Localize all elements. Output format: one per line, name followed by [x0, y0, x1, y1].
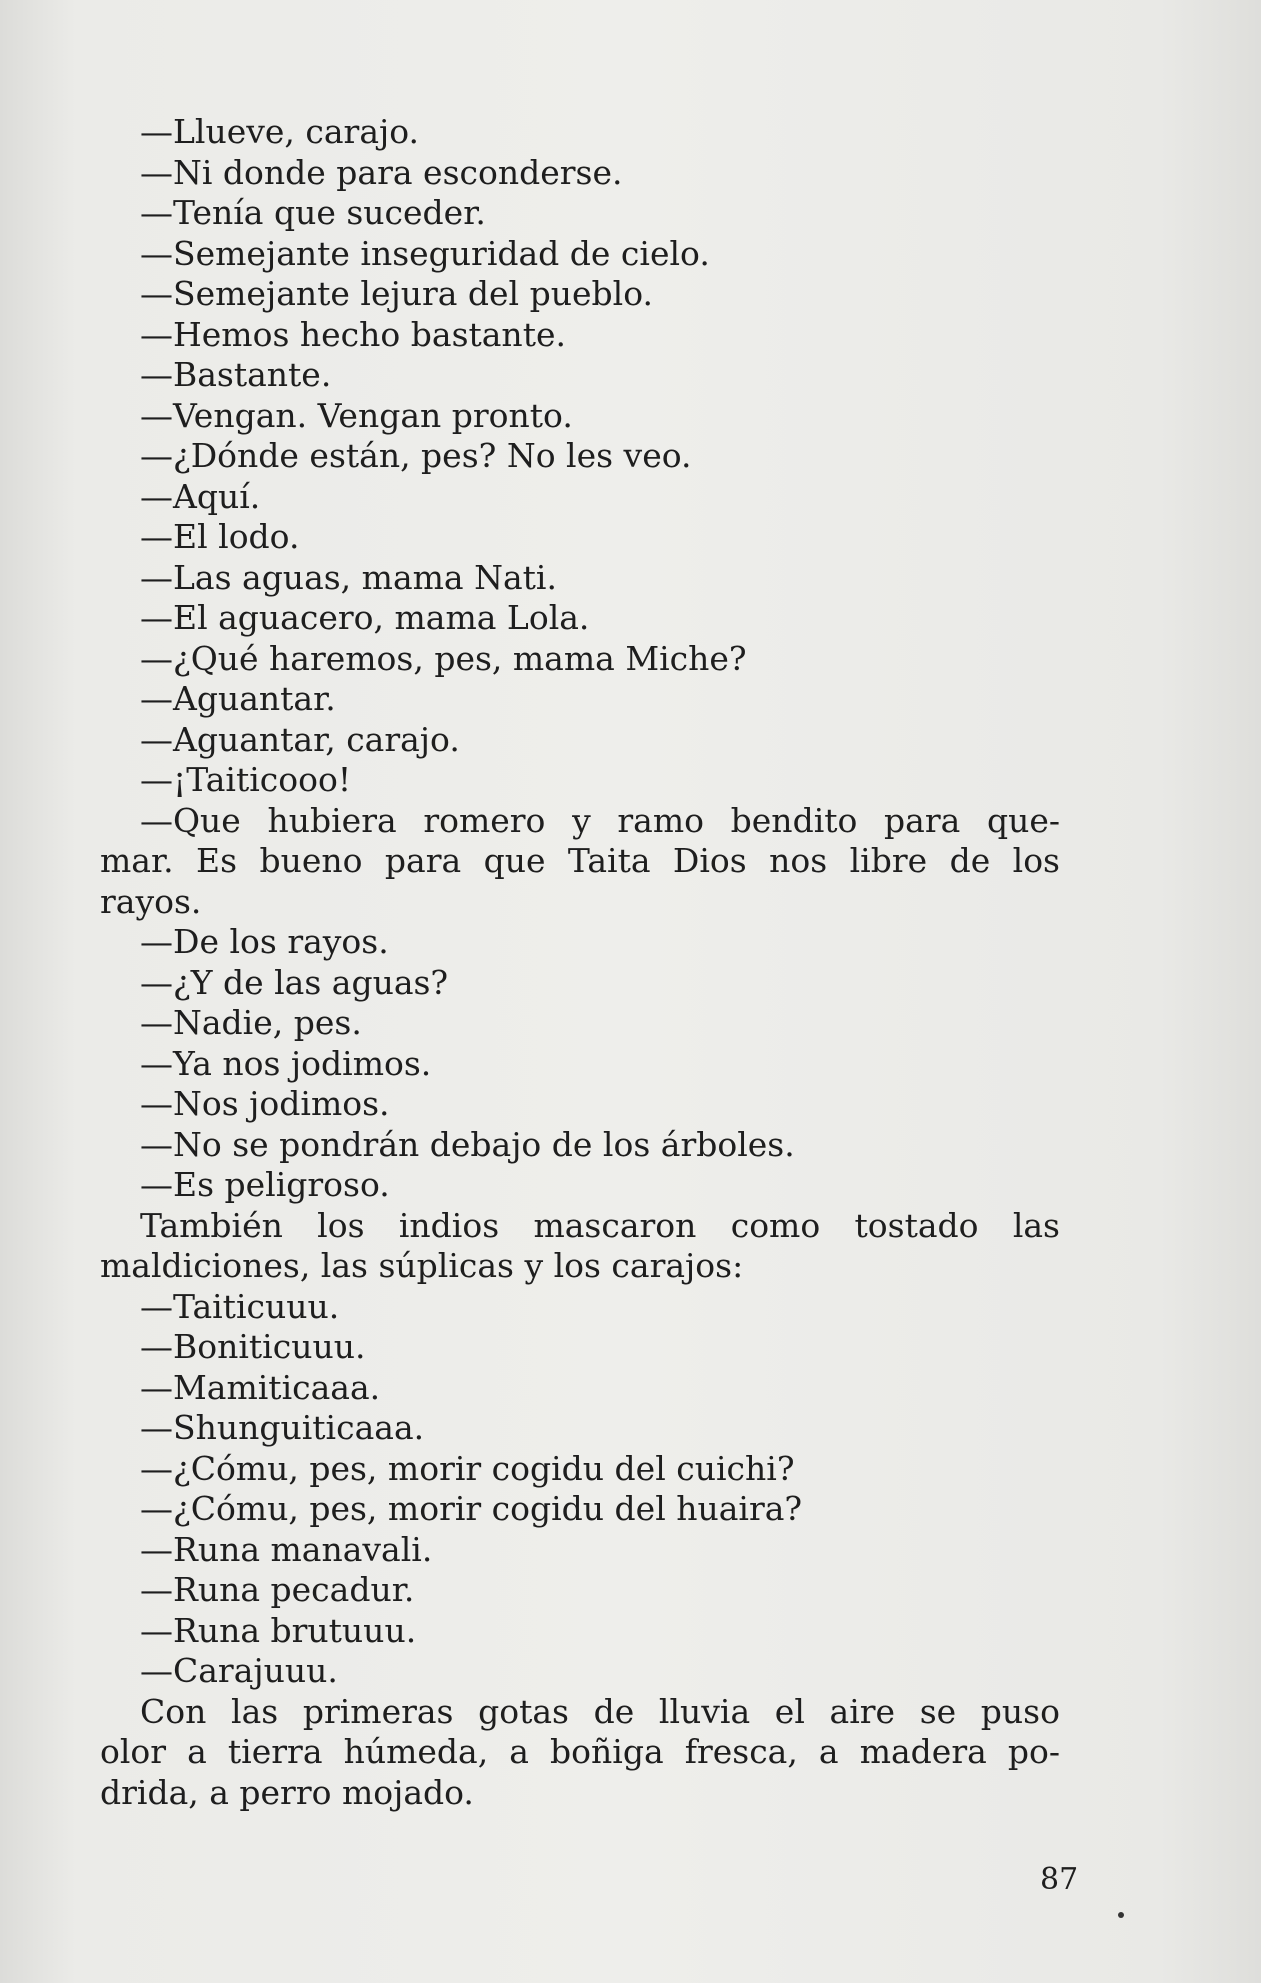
text-line: —No se pondrán debajo de los árboles.	[140, 1124, 795, 1164]
text-line: —Shunguiticaaa.	[140, 1408, 425, 1447]
text-line: —Las aguas, mama Nati.	[140, 557, 557, 597]
text-line: —Ni donde para esconderse.	[140, 152, 623, 192]
text-line: olor a tierra húmeda, a boñiga fresca, a madera po-	[100, 1732, 1060, 1771]
text-line: —De los rayos.	[140, 922, 389, 961]
text-line: —Que hubiera romero y ramo bendito para que-	[140, 800, 1060, 840]
text-line: —El lodo.	[140, 517, 300, 556]
text-line: mar. Es bueno para que Taita Dios nos libre de los	[100, 841, 1060, 880]
text-line: —Runa brutuuu.	[140, 1610, 417, 1650]
text-line: —¿Qué haremos, pes, mama Miche?	[140, 638, 747, 678]
text-line: —¿Dónde están, pes? No les veo.	[140, 436, 692, 475]
page-number: 87	[1040, 1862, 1079, 1897]
text-line: rayos.	[100, 881, 202, 921]
text-line: —Aguantar, carajo.	[140, 719, 460, 759]
text-line: —Tenía que suceder.	[140, 193, 486, 232]
text-line: —Ya nos jodimos.	[140, 1043, 432, 1083]
ink-speck	[1118, 1912, 1124, 1918]
text-line: —Runa manavali.	[140, 1529, 433, 1569]
text-line: —¡Taiticooo!	[140, 760, 352, 799]
text-line: —Vengan. Vengan pronto.	[140, 395, 573, 435]
text-line: maldiciones, las súplicas y los carajos:	[100, 1246, 744, 1285]
text-line: —Hemos hecho bastante.	[140, 314, 566, 354]
text-line: —Llueve, carajo.	[140, 112, 420, 151]
text-line: También los indios mascaron como tostado las	[140, 1205, 1060, 1245]
text-line: Con las primeras gotas de lluvia el aire se puso	[140, 1691, 1060, 1731]
text-line: —Carajuuu.	[140, 1651, 338, 1690]
text-line: —¿Cómu, pes, morir cogidu del cuichi?	[140, 1448, 795, 1488]
text-line: —¿Y de las aguas?	[140, 962, 449, 1002]
text-line: —Boniticuuu.	[140, 1327, 366, 1366]
text-line: —Aquí.	[140, 476, 261, 516]
text-line: —Aguantar.	[140, 679, 336, 718]
text-line: —Nos jodimos.	[140, 1084, 390, 1123]
page-text	[100, 112, 1060, 1813]
text-line: —Runa pecadur.	[140, 1570, 415, 1609]
text-line: —Taiticuuu.	[140, 1286, 340, 1326]
text-line: —Mamiticaaa.	[140, 1367, 381, 1407]
text-line: —El aguacero, mama Lola.	[140, 598, 590, 637]
text-line: —¿Cómu, pes, morir cogidu del huaira?	[140, 1489, 803, 1528]
text-line: —Semejante inseguridad de cielo.	[140, 233, 710, 273]
text-line: —Nadie, pes.	[140, 1003, 362, 1042]
text-line: —Es peligroso.	[140, 1165, 390, 1204]
text-line: —Bastante.	[140, 355, 332, 394]
text-line: —Semejante lejura del pueblo.	[140, 274, 653, 313]
text-line: drida, a perro mojado.	[100, 1772, 474, 1812]
